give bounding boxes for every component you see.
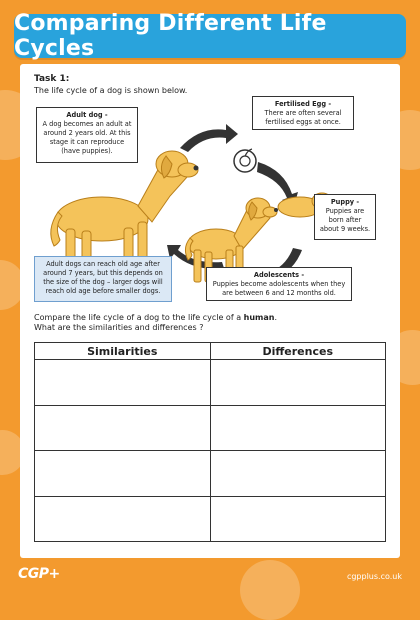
adult-dog-heading: Adult dog - — [66, 111, 108, 119]
table-row — [35, 496, 386, 542]
compare-line-1-end: . — [274, 313, 278, 322]
background-dot — [240, 560, 300, 620]
cgp-logo: CGP+ — [18, 566, 60, 582]
task-description: The life cycle of a dog is shown below. — [34, 86, 188, 95]
differences-cell[interactable] — [210, 405, 386, 451]
adult-dog-stage-box — [36, 107, 138, 163]
page-title: Comparing Different Life Cycles — [14, 11, 327, 61]
differences-cell[interactable] — [210, 451, 386, 497]
similarities-cell[interactable] — [35, 451, 211, 497]
puppy-stage-box — [314, 194, 376, 240]
puppy-text: Puppies are born after about 9 weeks. — [319, 207, 371, 233]
table-header-row — [35, 343, 386, 360]
old-age-note-box — [34, 256, 172, 302]
old-age-note-text: Adult dogs can reach old age after around 7 years, but this depends on the size of the dog – larger dogs will reach old age before smaller dogs. — [43, 260, 163, 295]
table-row — [35, 360, 386, 406]
differences-cell[interactable] — [210, 496, 386, 542]
title-banner — [14, 11, 406, 61]
differences-header: Differences — [210, 343, 386, 360]
compare-instruction — [34, 313, 277, 333]
fertilised-egg-stage-box — [252, 96, 354, 130]
comparison-table — [34, 342, 386, 542]
table-row — [35, 451, 386, 497]
adolescents-heading: Adolescents - — [253, 271, 305, 279]
worksheet — [20, 64, 400, 558]
compare-line-1-start: Compare the life cycle of a dog to the life cycle of a — [34, 313, 244, 322]
puppy-heading: Puppy - — [330, 198, 360, 206]
similarities-header: Similarities — [35, 343, 211, 360]
compare-line-1-bold: human — [243, 313, 275, 322]
compare-line-1 — [34, 313, 277, 323]
similarities-cell[interactable] — [35, 405, 211, 451]
differences-cell[interactable] — [210, 360, 386, 406]
adolescents-text: Puppies become adolescents when they are between 6 and 12 months old. — [212, 280, 346, 297]
website-link[interactable]: cgpplus.co.uk — [346, 572, 402, 581]
fertilised-egg-icon — [234, 149, 256, 172]
adult-dog-text: A dog becomes an adult at around 2 years old. At this stage it can reproduce (have puppies). — [42, 120, 132, 155]
adolescents-stage-box — [206, 267, 352, 301]
table-row — [35, 405, 386, 451]
compare-line-2: What are the similarities and differences ? — [34, 323, 204, 332]
fertilised-egg-heading: Fertilised Egg - — [274, 100, 332, 108]
similarities-cell[interactable] — [35, 496, 211, 542]
task-label: Task 1: — [34, 74, 70, 84]
fertilised-egg-text: There are often several fertilised eggs at once. — [264, 109, 342, 126]
similarities-cell[interactable] — [35, 360, 211, 406]
